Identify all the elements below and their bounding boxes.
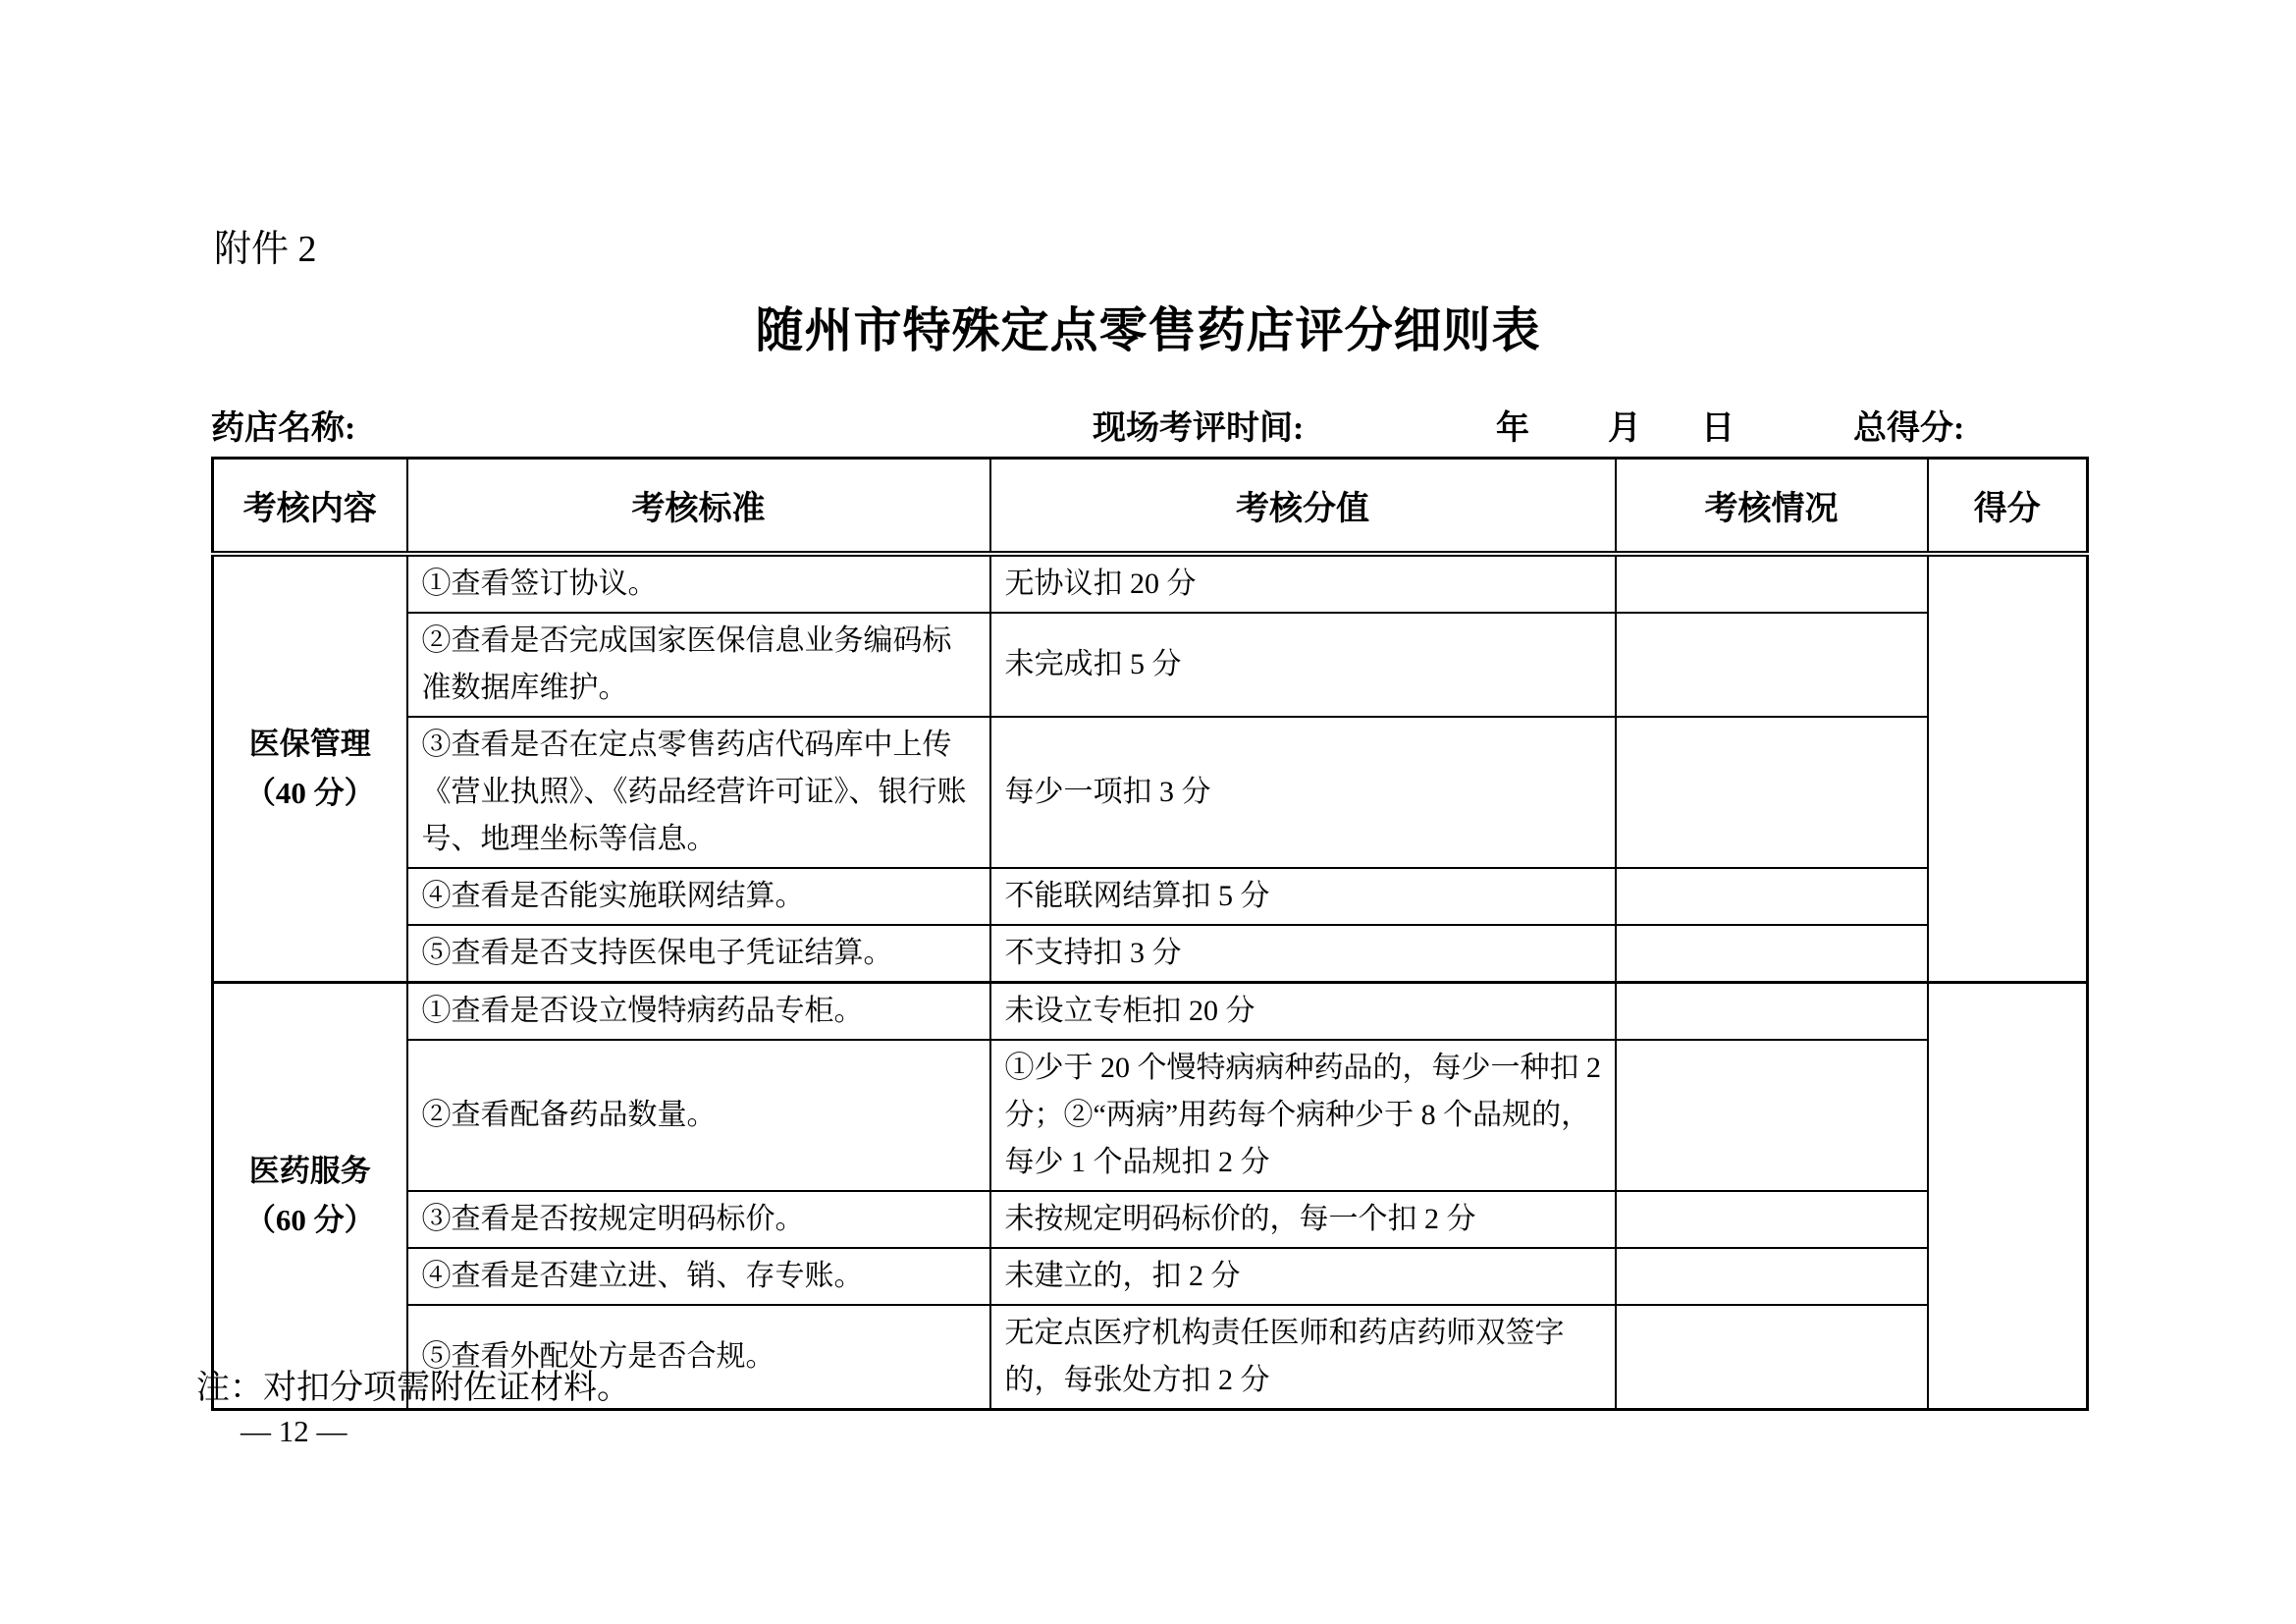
table-row	[213, 1040, 2088, 1191]
standard-cell: ①查看是否设立慢特病药品专柜。	[407, 982, 990, 1040]
value-cell: 不支持扣 3 分	[990, 925, 1616, 983]
section-category-cell	[213, 982, 407, 1409]
score-cell	[1928, 982, 2088, 1409]
section-category-line1: 医保管理	[248, 726, 371, 761]
situation-cell	[1616, 717, 1928, 868]
table-row	[213, 868, 2088, 925]
situation-cell	[1616, 613, 1928, 717]
value-cell: 未设立专柜扣 20 分	[990, 982, 1616, 1040]
situation-cell	[1616, 1040, 1928, 1191]
store-name-label: 药店名称:	[211, 410, 356, 447]
info-line	[0, 401, 2296, 446]
value-cell: 无定点医疗机构责任医师和药店药师双签字的，每张处方扣 2 分	[990, 1305, 1616, 1410]
standard-cell: ⑤查看是否支持医保电子凭证结算。	[407, 925, 990, 983]
month-label: 月	[1608, 410, 1641, 447]
header-cell-content: 考核内容	[213, 459, 407, 554]
standard-cell: ③查看是否按规定明码标价。	[407, 1191, 990, 1248]
table-row	[213, 1191, 2088, 1248]
value-cell: 无协议扣 20 分	[990, 554, 1616, 613]
section-category-line1: 医药服务	[248, 1153, 371, 1188]
standard-cell: ③查看是否在定点零售药店代码库中上传《营业执照》、《药品经营许可证》、银行账号、地理坐标等信息。	[407, 717, 990, 868]
note-text: 注：对扣分项需附佐证材料。	[196, 1370, 630, 1406]
day-label: 日	[1701, 410, 1735, 447]
standard-cell: ②查看是否完成国家医保信息业务编码标准数据库维护。	[407, 613, 990, 717]
situation-cell	[1616, 982, 1928, 1040]
table-row	[213, 1248, 2088, 1305]
standard-cell: ④查看是否能实施联网结算。	[407, 868, 990, 925]
standard-cell: ②查看配备药品数量。	[407, 1040, 990, 1191]
total-score-label: 总得分:	[1853, 410, 1965, 447]
situation-cell	[1616, 554, 1928, 613]
year-label: 年	[1496, 410, 1529, 447]
situation-cell	[1616, 1248, 1928, 1305]
score-cell	[1928, 554, 2088, 983]
situation-cell	[1616, 1191, 1928, 1248]
section-category-line2: （40 分）	[244, 775, 375, 810]
value-cell: 未完成扣 5 分	[990, 613, 1616, 717]
value-cell: 不能联网结算扣 5 分	[990, 868, 1616, 925]
header-cell-standard: 考核标准	[407, 459, 990, 554]
value-cell: ①少于 20 个慢特病病种药品的，每少一种扣 2 分；②“两病”用药每个病种少于 8 个品规的，每少 1 个品规扣 2 分	[990, 1040, 1616, 1191]
page-title: 随州市特殊定点零售药店评分细则表	[755, 303, 1541, 357]
standard-cell: ①查看签订协议。	[407, 554, 990, 613]
table-header-row	[213, 459, 2088, 554]
table-row	[213, 717, 2088, 868]
header-cell-score: 得分	[1928, 459, 2088, 554]
standard-cell: ⑤查看外配处方是否合规。	[407, 1305, 990, 1410]
eval-time-label: 现场考评时间:	[1093, 410, 1305, 447]
value-cell: 每少一项扣 3 分	[990, 717, 1616, 868]
scoring-table	[211, 457, 2089, 1411]
table-row	[213, 613, 2088, 717]
section-category-cell	[213, 554, 407, 983]
value-cell: 未建立的，扣 2 分	[990, 1248, 1616, 1305]
table-row	[213, 925, 2088, 983]
page-number: — 12 —	[240, 1414, 347, 1448]
section-category-line2: （60 分）	[244, 1202, 375, 1237]
situation-cell	[1616, 868, 1928, 925]
situation-cell	[1616, 1305, 1928, 1410]
standard-cell: ④查看是否建立进、销、存专账。	[407, 1248, 990, 1305]
header-cell-situation: 考核情况	[1616, 459, 1928, 554]
situation-cell	[1616, 925, 1928, 983]
header-cell-value: 考核分值	[990, 459, 1616, 554]
value-cell: 未按规定明码标价的，每一个扣 2 分	[990, 1191, 1616, 1248]
table-row	[213, 982, 2088, 1040]
table-row	[213, 554, 2088, 613]
attachment-label: 附件 2	[214, 229, 317, 270]
